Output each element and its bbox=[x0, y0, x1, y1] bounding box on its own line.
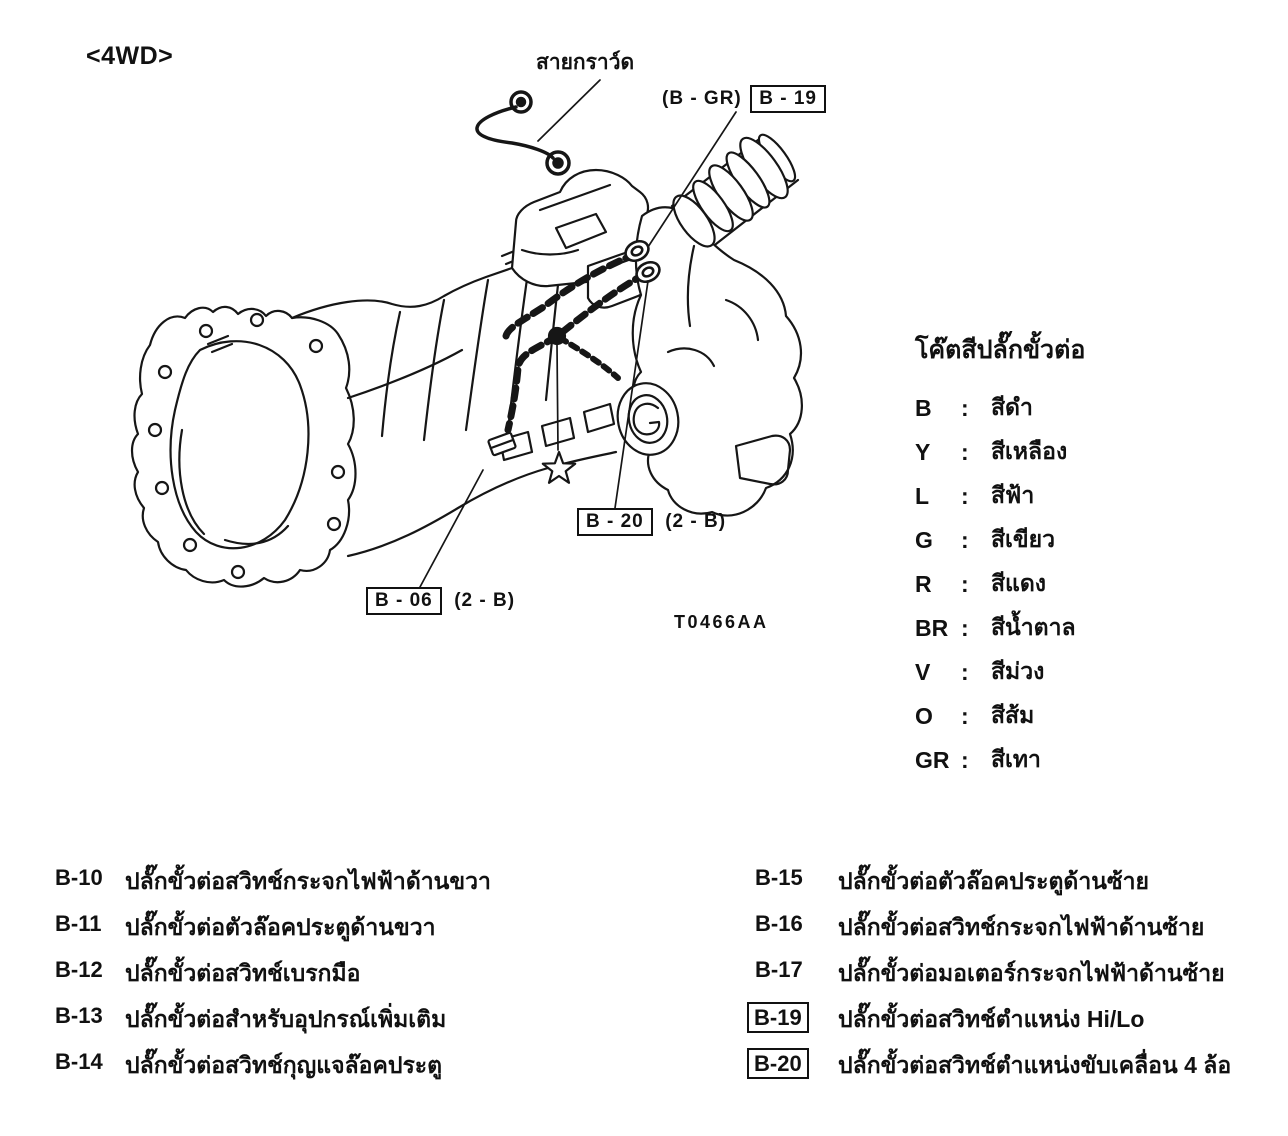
legend-title: โค๊ตสีปลั๊กขั้วต่อ bbox=[915, 336, 1086, 364]
leader-ground-wire bbox=[538, 80, 600, 141]
legend-color-name: สีม่วง bbox=[991, 658, 1045, 684]
figure-code: T0466AA bbox=[674, 612, 769, 632]
legend-row-gray bbox=[915, 738, 1085, 782]
legend-colon: : bbox=[961, 526, 969, 553]
ground-wire-label: สายกราว์ด bbox=[536, 51, 635, 74]
legend-color-name: สีเหลือง bbox=[991, 438, 1068, 464]
legend-row-orange bbox=[915, 694, 1085, 738]
connector-description: ปลั๊กขั้วต่อมอเตอร์กระจกไฟฟ้าด้านซ้าย bbox=[838, 960, 1225, 986]
legend-color-name: สีเขียว bbox=[991, 526, 1056, 552]
b20-callout bbox=[577, 508, 726, 536]
connector-code: B-11 bbox=[55, 911, 102, 936]
harness-junction-bolt bbox=[549, 328, 565, 344]
legend-code: O bbox=[915, 702, 933, 729]
legend-colon: : bbox=[961, 394, 969, 421]
legend-colon: : bbox=[961, 570, 969, 597]
connector-description: ปลั๊กขั้วต่อสวิทช์ตำแหน่งขับเคลื่อน 4 ล้อ bbox=[838, 1052, 1232, 1078]
connector-row-b10 bbox=[55, 864, 491, 910]
transfer-case bbox=[633, 207, 802, 515]
gearbox-body bbox=[292, 248, 616, 556]
connector-row-b20 bbox=[755, 1048, 1231, 1094]
legend-code: G bbox=[915, 526, 933, 553]
connector-row-b15 bbox=[755, 864, 1231, 910]
bell-housing bbox=[132, 307, 356, 587]
b20-code-box: B - 20 bbox=[577, 508, 653, 536]
legend-row-brown bbox=[915, 606, 1085, 650]
connector-description: ปลั๊กขั้วต่อสวิทช์เบรกมือ bbox=[125, 960, 361, 986]
legend-code: Y bbox=[915, 438, 931, 465]
connector-row-b13 bbox=[55, 1002, 491, 1048]
connector-code-cell bbox=[755, 1002, 838, 1033]
legend-row-green bbox=[915, 518, 1085, 562]
legend-color-name: สีฟ้า bbox=[991, 482, 1035, 508]
legend-colon: : bbox=[961, 438, 969, 465]
connector-description: ปลั๊กขั้วต่อตัวล๊อคประตูด้านซ้าย bbox=[838, 868, 1149, 894]
connector-row-b11 bbox=[55, 910, 491, 956]
connector-description: ปลั๊กขั้วต่อสำหรับอุปกรณ์เพิ่มเติม bbox=[125, 1006, 447, 1032]
legend-color-name: สีน้ำตาล bbox=[991, 614, 1076, 640]
legend-row-yellow bbox=[915, 430, 1085, 474]
connector-list-left bbox=[55, 864, 491, 1094]
connector-description: ปลั๊กขั้วต่อสวิทช์ตำแหน่ง Hi/Lo bbox=[838, 1006, 1145, 1032]
connector-row-b17 bbox=[755, 956, 1231, 1002]
connector-row-b14 bbox=[55, 1048, 491, 1094]
legend-color-name: สีส้ม bbox=[991, 702, 1035, 728]
legend-row-violet bbox=[915, 650, 1085, 694]
connector-b06-block bbox=[488, 432, 516, 455]
leader-b06 bbox=[420, 470, 483, 587]
connector-code-cell bbox=[755, 1048, 838, 1079]
connector-description: ปลั๊กขั้วต่อตัวล๊อคประตูด้านขวา bbox=[125, 914, 436, 940]
legend-colon: : bbox=[961, 482, 969, 509]
shift-housing bbox=[512, 170, 651, 308]
b20-pin-code: (2 - B) bbox=[665, 511, 727, 532]
leader-star bbox=[557, 345, 558, 450]
legend-row-red bbox=[915, 562, 1085, 606]
connector-list-right bbox=[755, 864, 1231, 1094]
legend-colon: : bbox=[961, 614, 969, 641]
connector-code: B-13 bbox=[55, 1003, 103, 1028]
b19-code-box: B - 19 bbox=[750, 85, 826, 113]
connector-code-boxed: B-20 bbox=[747, 1048, 809, 1079]
drive-type-label: <4WD> bbox=[86, 42, 174, 70]
legend-row-black bbox=[915, 386, 1085, 430]
star-marker bbox=[543, 452, 575, 483]
legend-code: B bbox=[915, 394, 932, 421]
legend-color-name: สีเทา bbox=[991, 746, 1041, 772]
legend-color-name: สีดำ bbox=[991, 394, 1033, 420]
connector-description: ปลั๊กขั้วต่อสวิทช์กุญแจล๊อคประตู bbox=[125, 1052, 443, 1078]
connector-code: B-12 bbox=[55, 957, 103, 982]
legend-colon: : bbox=[961, 746, 969, 773]
color-code-legend bbox=[915, 330, 1085, 782]
legend-code: GR bbox=[915, 746, 950, 773]
legend-code: R bbox=[915, 570, 932, 597]
b19-callout bbox=[662, 85, 826, 113]
connector-code: B-17 bbox=[755, 957, 803, 982]
b06-callout bbox=[366, 587, 515, 615]
connector-row-b19 bbox=[755, 1002, 1231, 1048]
connector-description: ปลั๊กขั้วต่อสวิทช์กระจกไฟฟ้าด้านขวา bbox=[125, 868, 491, 894]
legend-row-blue bbox=[915, 474, 1085, 518]
b06-pin-code: (2 - B) bbox=[454, 590, 516, 611]
legend-colon: : bbox=[961, 658, 969, 685]
connector-code: B-16 bbox=[755, 911, 803, 936]
connector-description: ปลั๊กขั้วต่อสวิทช์กระจกไฟฟ้าด้านซ้าย bbox=[838, 914, 1205, 940]
ground-wire bbox=[477, 92, 569, 174]
legend-code: L bbox=[915, 482, 930, 509]
connector-code-boxed: B-19 bbox=[747, 1002, 809, 1033]
b19-color-code: (B - GR) bbox=[662, 88, 742, 109]
legend-code: V bbox=[915, 658, 931, 685]
connector-code: B-10 bbox=[55, 865, 103, 890]
connector-code: B-14 bbox=[55, 1049, 103, 1074]
connector-code: B-15 bbox=[755, 865, 803, 890]
connector-row-b16 bbox=[755, 910, 1231, 956]
legend-code: BR bbox=[915, 614, 949, 641]
b06-code-box: B - 06 bbox=[366, 587, 442, 615]
legend-color-name: สีแดง bbox=[991, 570, 1047, 596]
connector-row-b12 bbox=[55, 956, 491, 1002]
legend-colon: : bbox=[961, 702, 969, 729]
